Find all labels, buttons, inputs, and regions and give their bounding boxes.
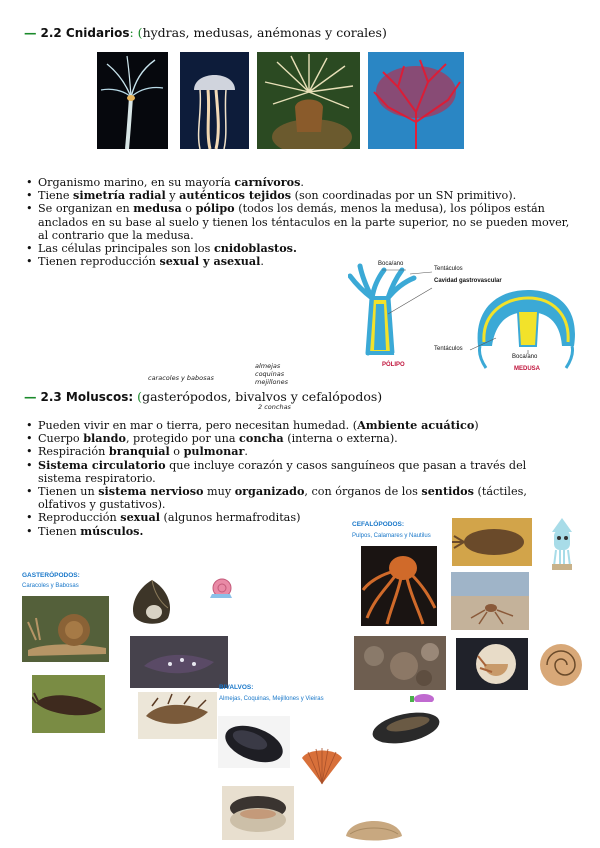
polyp-medusa-diagram bbox=[348, 258, 580, 378]
bivalvos-title: BIVALVOS: bbox=[219, 684, 254, 691]
polyp-caption: PÓLIPO bbox=[382, 362, 405, 368]
diagram-label: Boca/ano bbox=[378, 261, 404, 267]
handwritten-note: almejas coquinas mejillones bbox=[255, 362, 289, 386]
slug-photo bbox=[32, 675, 105, 733]
bivalvos-subtitle: Almejas, Coquinas, Mejillones y Vieiras bbox=[219, 696, 324, 702]
list-item: • Organismo marino, en su mayoría carnívoros. bbox=[24, 176, 572, 189]
handwritten-note: 2 conchas bbox=[258, 403, 291, 411]
medusa-caption: MEDUSA bbox=[514, 366, 541, 372]
hydra-photo bbox=[97, 52, 168, 149]
beach-octopus-photo bbox=[451, 572, 529, 630]
anemone-photo bbox=[257, 52, 360, 149]
murex-shell-photo bbox=[138, 692, 217, 739]
diagram-label: Tentáculos bbox=[434, 346, 463, 352]
mussel-photo bbox=[218, 716, 290, 768]
nautilus-photo bbox=[456, 638, 528, 690]
cefalopodos-subtitle: Pulpos, Calamares y Nautilus bbox=[352, 533, 431, 539]
diagram-label: Boca/ano bbox=[512, 354, 538, 360]
heading-dash: — bbox=[24, 25, 37, 40]
list-item: • Cuerpo blando, protegido por una concha (interna o externa). bbox=[24, 432, 572, 445]
list-item: • Tienen reproducción sexual y asexual. bbox=[24, 255, 368, 268]
coral-photo bbox=[368, 52, 464, 149]
heading-paren: : ( bbox=[129, 25, 143, 40]
moluscos-subtitle: gasterópodos, bivalvos y cefalópodos) bbox=[142, 389, 383, 404]
cnidarios-bullet-list bbox=[24, 176, 572, 268]
cuttlefish-photo bbox=[452, 518, 532, 566]
list-item: • Pueden vivir en mar o tierra, pero necesitan humedad. (Ambiente acuático) bbox=[24, 419, 572, 432]
gasteropodos-subtitle: Caracoles y Babosas bbox=[22, 583, 79, 589]
cartoon-snail bbox=[208, 576, 234, 602]
list-item: • Las células principales son los cnidoblastos. bbox=[24, 242, 368, 255]
list-item: • Tienen un sistema nervioso muy organizado, con órganos de los sentidos (táctiles, olfativos y gustativos). bbox=[24, 485, 572, 511]
heading-dash: — bbox=[24, 389, 37, 404]
nautilus-shell-photo bbox=[536, 640, 586, 690]
list-item: • Tienen músculos. bbox=[24, 525, 368, 538]
list-item: • Tiene simetría radial y auténticos tejidos (son coordinadas por un SN primitivo). bbox=[24, 189, 572, 202]
cartoon-squid bbox=[548, 516, 576, 572]
scallop-photo bbox=[298, 744, 346, 786]
shell-photo bbox=[124, 574, 181, 627]
moluscos-title: 2.3 Moluscos: bbox=[40, 390, 134, 404]
octopus-photo bbox=[361, 546, 437, 626]
snail-photo bbox=[22, 596, 109, 662]
clam-photo bbox=[342, 806, 406, 844]
jellyfish-photo bbox=[180, 52, 249, 149]
camouflaged-octopus-photo bbox=[354, 636, 446, 690]
cnidarios-heading bbox=[24, 25, 387, 41]
list-item: • Respiración branquial o pulmonar. bbox=[24, 445, 572, 458]
dark-mussel-photo bbox=[370, 704, 442, 752]
list-item: • Se organizan en medusa o pólipo (todos los demás, menos la medusa), los pólipos están anclados en su base al suelo y tienen los téntaculos en la parte superior, no se pueden mover, al contrario que la medusa. bbox=[24, 202, 572, 242]
sea-slug-photo bbox=[130, 636, 228, 688]
cefalopodos-title: CEFALÓPODOS: bbox=[352, 521, 405, 528]
moluscos-heading bbox=[24, 389, 382, 405]
list-item: • Sistema circulatorio que incluye corazón y casos sanguíneos que pasan a través del sistema respiratorio. bbox=[24, 459, 572, 485]
cartoon-sticker bbox=[410, 690, 438, 702]
heading-paren: ( bbox=[133, 389, 143, 404]
handwritten-note: caracoles y babosas bbox=[148, 374, 214, 382]
diagram-label: Cavidad gastrovascular bbox=[434, 278, 502, 284]
cnidarios-subtitle: hydras, medusas, anémonas y corales) bbox=[142, 25, 387, 40]
diagram-label: Tentáculos bbox=[434, 266, 463, 272]
cnidarios-title: 2.2 Cnidarios bbox=[40, 26, 130, 40]
list-item: • Reproducción sexual (algunos hermafroditas) bbox=[24, 511, 368, 524]
gasteropodos-title: GASTERÓPODOS: bbox=[22, 572, 80, 579]
open-clam-photo bbox=[222, 786, 294, 840]
